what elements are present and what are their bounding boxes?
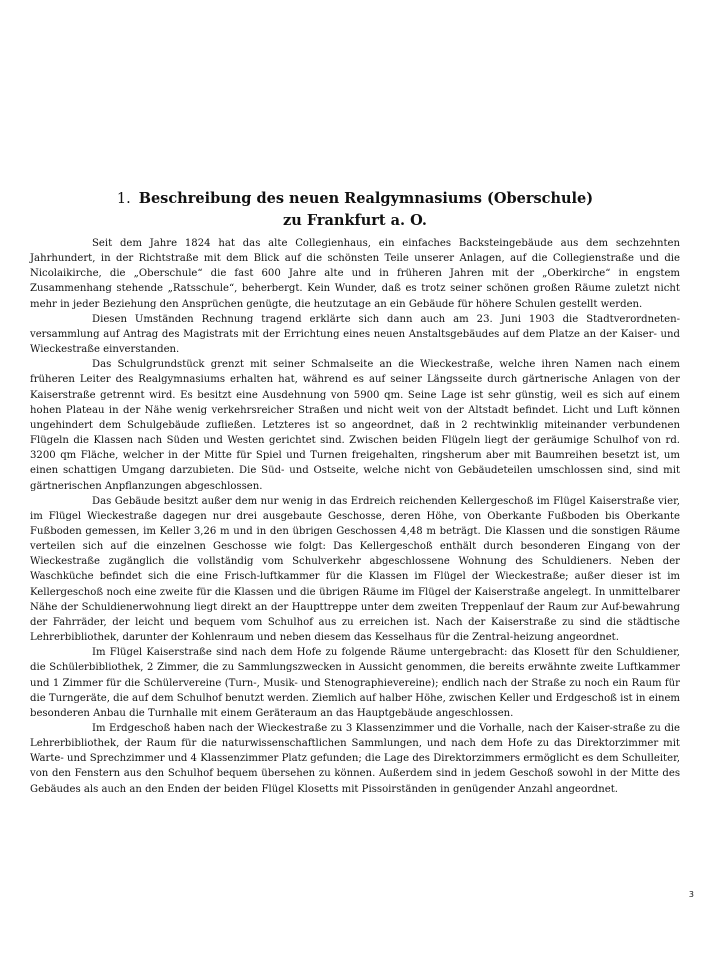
paragraph-4: Das Gebäude besitzt außer dem nur wenig in das Erdreich reichenden Kellergeschoß im Flügel Kaiserstraße vier, im Flügel Wieckestraße dagegen nur drei ausgebaute Geschosse, deren Höhe, von Oberkante Fußboden bis Oberkante Fußboden gemessen, im Keller 3,26 m und in den übrigen Geschossen 4,48 m beträgt. Die Klassen und die sonstigen Räume verteilen sich auf die einzelnen Geschosse wie folgt: Das Kellergeschoß enthält durch besonderen Eingang von der Wieckestraße zugänglich die vollständig vom Schulverkehr abgeschlossene Wohnung des Schuldieners. Neben der Waschküche befindet sich die eine Frisch-luftkammer für die Klassen im Flügel der Wieckestraße; außer dieser ist im Kellergeschoß noch eine zweite für die Klassen und die übrigen Räume im Flügel der Kaiserstraße angelegt. In unmittelbarer Nähe der Schuldienerwohnung liegt direkt an der Haupttreppe unter dem zweiten Treppenlauf der Raum zur Auf-bewahrung der Fahrräder, der leicht und bequem vom Schulhof aus zu erreichen ist. Nach der Kaiserstraße zu sind die städtische Lehrerbibliothek, darunter der Kohlenraum und neben diesem das Kesselhaus für die Zentral-heizung angeordnet. (30, 495, 680, 644)
heading-title: Beschreibung des neuen Realgymnasiums (Oberschule) (138, 190, 594, 207)
paragraph-5: Im Flügel Kaiserstraße sind nach dem Hofe zu folgende Räume untergebracht: das Klosett für den Schuldiener, die Schülerbibliothek, 2 Zimmer, die zu Sammlungszwecken in Aussicht genommen, die bereits erwähnte zweite Luftkammer und 1 Zimmer für die Schülervereine (Turn-, Musik- und Stenographievereine); endlich nach der Straße zu noch ein Raum für die Turngeräte, die auf dem Schulhof benutzt werden. Ziemlich auf halber Höhe, zwischen Keller und Erdgeschoß ist in einem besonderen Anbau die Turnhalle mit einem Geräteraum an das Hauptgebäude angeschlossen. (30, 647, 680, 719)
section-heading (30, 188, 680, 231)
section-number: 1. (116, 191, 131, 207)
paragraph-1: Seit dem Jahre 1824 hat das alte Collegienhaus, ein einfaches Backsteingebäude aus dem sechzehnten Jahrhundert, in der Richtstraße mit dem Blick auf die schönsten Teile unserer Anlagen, auf die Collegienstraße und die Nicolaikirche, die „Oberschule“ die fast 600 Jahre alte und in früheren Jahren mit der „Oberkirche“ in engstem Zusammenhang stehende „Ratsschule“, beherbergt. Kein Wunder, daß es trotz seiner schönen großen Räume zuletzt nicht mehr in jeder Beziehung den Ansprüchen genügte, die heutzutage an ein Gebäude für höhere Schulen gestellt werden. (30, 238, 680, 310)
heading-line-2: zu Frankfurt a. O. (283, 212, 427, 229)
paragraph-2: Diesen Umständen Rechnung tragend erklärte sich dann auch am 23. Juni 1903 die Stadtverordneten-versammlung auf Antrag des Magistrats mit der Errichtung eines neuen Anstaltsgebäudes auf dem Platze an der Kaiser- und Wieckestraße einverstanden. (30, 313, 680, 356)
body-text (30, 236, 680, 797)
heading-line-1 (30, 188, 680, 210)
paragraph-3: Das Schulgrundstück grenzt mit seiner Schmalseite an die Wieckestraße, welche ihren Namen nach einem früheren Leiter des Realgymnasiums erhalten hat, während es auf seiner Längsseite durch gärtnerische Anlagen von der Kaiserstraße getrennt wird. Es besitzt eine Ausdehnung von 5900 qm. Seine Lage ist sehr günstig, weil es sich auf einem hohen Plateau in der Nähe wenig verkehrsreicher Straßen und nicht weit von der Altstadt befindet. Licht und Luft können ungehindert dem Schulgebäude zufließen. Letzteres ist so angeordnet, daß in 2 rechtwinklig miteinander verbundenen Flügeln die Klassen nach Süden und Westen gerichtet sind. Zwischen beiden Flügeln liegt der geräumige Schulhof von rd. 3200 qm Fläche, welcher in der Mitte für Spiel und Turnen freigehalten, ringsherum aber mit Baumreihen besetzt ist, um einen schattigen Umgang darzubieten. Die Süd- und Ostseite, welche nicht von Gebäudeteilen umschlossen sind, sind mit gärtnerischen Anpflanzungen abgeschlossen. (30, 359, 680, 492)
paragraph-6: Im Erdgeschoß haben nach der Wieckestraße zu 3 Klassenzimmer und die Vorhalle, nach der Kaiser-straße zu die Lehrerbibliothek, der Raum für die naturwissenschaftlichen Sammlungen, und nach dem Hofe zu das Direktorzimmer mit Warte- und Sprechzimmer und 4 Klassenzimmer Platz gefunden; die Lage des Direktorzimmers ermöglicht es dem Schulleiter, von den Fenstern aus den Schulhof bequem übersehen zu können. Außerdem sind in jedem Geschoß sowohl in der Mitte des Gebäudes als auch an den Enden der beiden Flügel Klosetts mit Pissoirständen in genügender Anzahl angeordnet. (30, 723, 680, 795)
page-number: 3 (688, 890, 694, 899)
